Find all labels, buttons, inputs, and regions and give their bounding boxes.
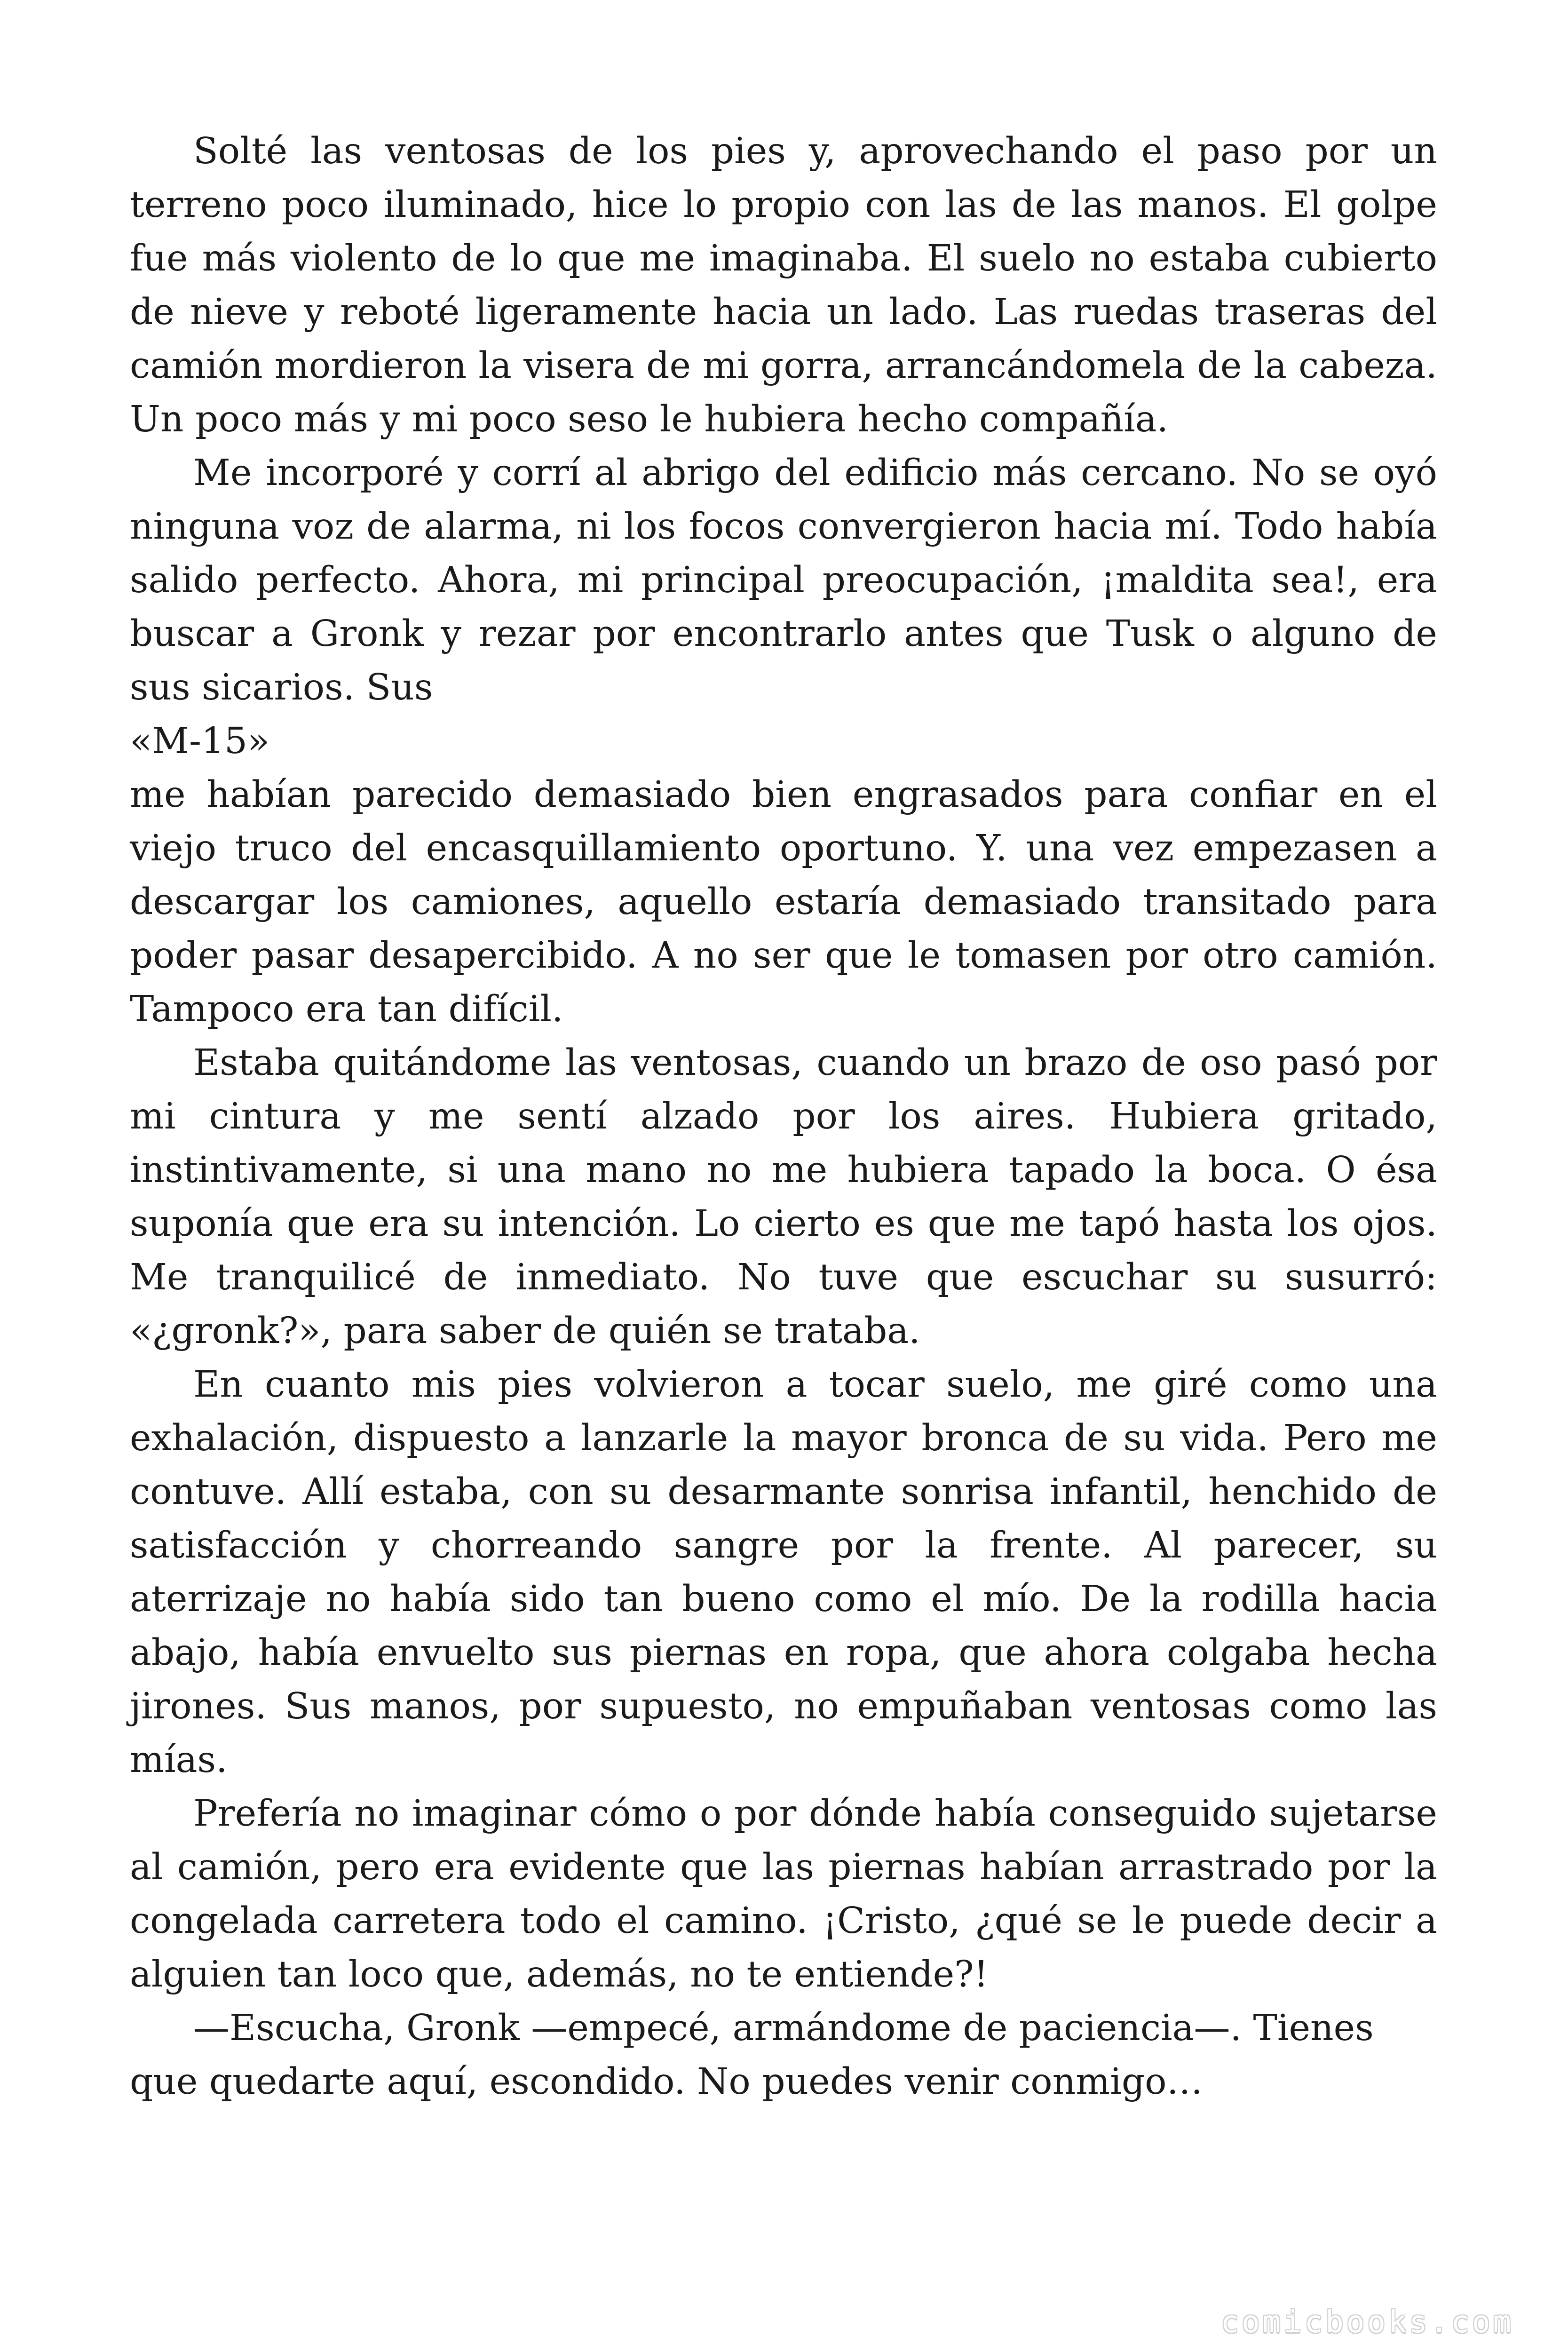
paragraph-4: Estaba quitándome las ventosas, cuando un brazo de oso pasó por mi cintura y me sentí alzado por los aires. Hubiera gritado, instintivamente, si una mano no me hubiera tapado la boca. O ésa suponía que era su intención. Lo cierto es que me tapó hasta los ojos. Me tranquilicé de inmediato. No tuve que escuchar su susurró: «¿gronk?», para saber de quién se trataba. — [130, 1042, 1437, 1352]
paragraph-5: En cuanto mis pies volvieron a tocar suelo, me giré como una exhalación, dispuesto a lanzarle la mayor bronca de su vida. Pero me contuve. Allí estaba, con su desarmante sonrisa infantil, henchido de satisfacción y chorreando sangre por la frente. Al parecer, su aterrizaje no había sido tan bueno como el mío. De la rodilla hacia abajo, había envuelto sus piernas en ropa, que ahora colgaba hecha jirones. Sus manos, por supuesto, no empuñaban ventosas como las mías. — [130, 1364, 1437, 1781]
paragraph-6: Prefería no imaginar cómo o por dónde había conseguido sujetarse al camión, pero era evidente que las piernas habían arrastrado por la congelada carretera todo el camino. ¡Cristo, ¿qué se le puede decir a alguien tan loco que, además, no te entiende?! — [130, 1793, 1437, 1995]
paragraph-2: Me incorporé y corrí al abrigo del edificio más cercano. No se oyó ninguna voz de alarma, ni los focos convergieron hacia mí. Todo había salido perfecto. Ahora, mi principal preocupación, ¡maldita sea!, era buscar a Gronk y rezar por encontrarlo antes que Tusk o alguno de sus sicarios. Sus — [130, 452, 1437, 708]
watermark: comicbooks.com — [1220, 2305, 1514, 2340]
paragraph-1: Solté las ventosas de los pies y, aprovechando el paso por un terreno poco iluminado, hice lo propio con las de las manos. El golpe fue más violento de lo que me imaginaba. El suelo no estaba cubierto de nieve y reboté ligeramente hacia un lado. Las ruedas traseras del camión mordieron la visera de mi gorra, arrancándomela de la cabeza. Un poco más y mi poco seso le hubiera hecho compañía. — [130, 130, 1437, 440]
body-text — [130, 125, 1437, 2109]
inline-label-m15: «M-15» — [130, 720, 270, 762]
paragraph-3-continuation: me habían parecido demasiado bien engrasados para confiar en el viejo truco del encasquillamiento oportuno. Y. una vez empezasen a descargar los camiones, aquello estaría demasiado transitado para poder pasar desapercibido. A no ser que le tomasen por otro camión. Tampoco era tan difícil. — [130, 774, 1437, 1030]
paragraph-7: —Escucha, Gronk —empecé, armándome de paciencia—. Tienes que quedarte aquí, escondido. No puedes venir conmigo… — [130, 2007, 1374, 2103]
